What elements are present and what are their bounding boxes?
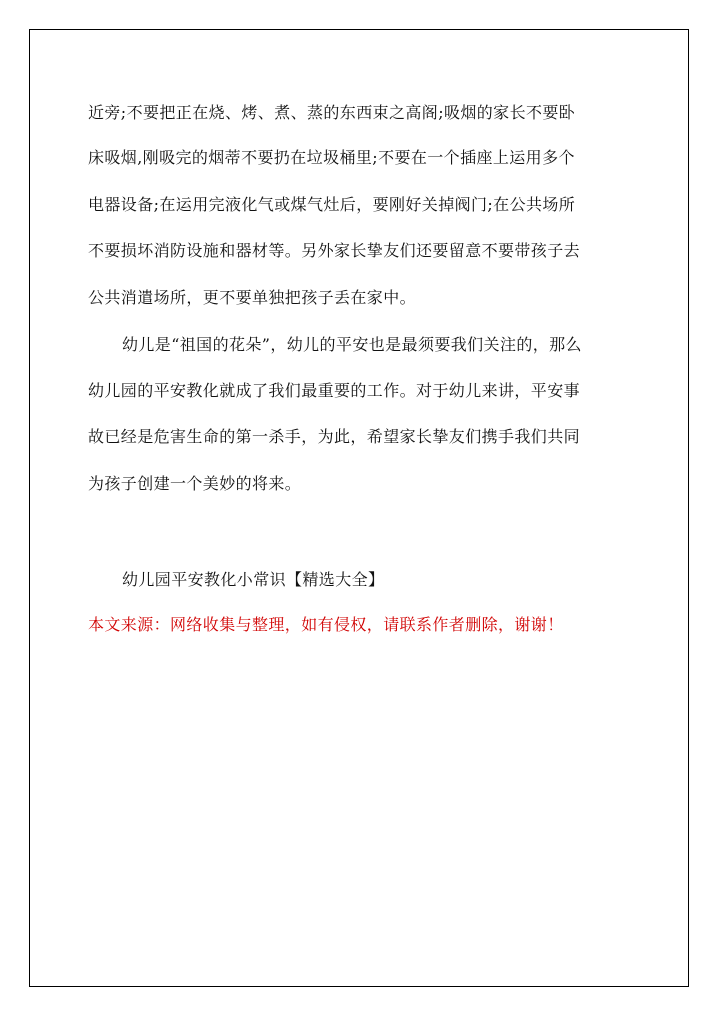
page-border [29, 29, 689, 987]
document-title: 幼儿园平安教化小常识【精选大全】 [122, 570, 385, 589]
paragraph-1-line-4: 不要损坏消防设施和器材等。另外家长挚友们还要留意不要带孩子去 [88, 241, 581, 260]
paragraph-1-line-3: 电器设备;在运用完液化气或煤气灶后，要刚好关掉阀门;在公共场所 [88, 195, 576, 214]
paragraph-2-line-3: 故已经是危害生命的第一杀手，为此，希望家长挚友们携手我们共同 [88, 427, 581, 446]
paragraph-1-line-1: 近旁;不要把正在烧、烤、煮、蒸的东西束之高阁;吸烟的家长不要卧 [88, 103, 576, 122]
paragraph-2-line-1: 幼儿是“祖国的花朵”，幼儿的平安也是最须要我们关注的，那么 [122, 335, 582, 354]
paragraph-2-line-2: 幼儿园的平安教化就成了我们最重要的工作。对于幼儿来讲，平安事 [88, 381, 581, 400]
paragraph-2-line-4: 为孩子创建一个美妙的将来。 [88, 474, 302, 493]
paragraph-1-line-2: 床吸烟,刚吸完的烟蒂不要扔在垃圾桶里;不要在一个插座上运用多个 [88, 148, 575, 167]
source-note: 本文来源：网络收集与整理，如有侵权，请联系作者删除，谢谢！ [88, 615, 564, 634]
paragraph-1-line-5: 公共消遣场所，更不要单独把孩子丢在家中。 [88, 288, 417, 307]
